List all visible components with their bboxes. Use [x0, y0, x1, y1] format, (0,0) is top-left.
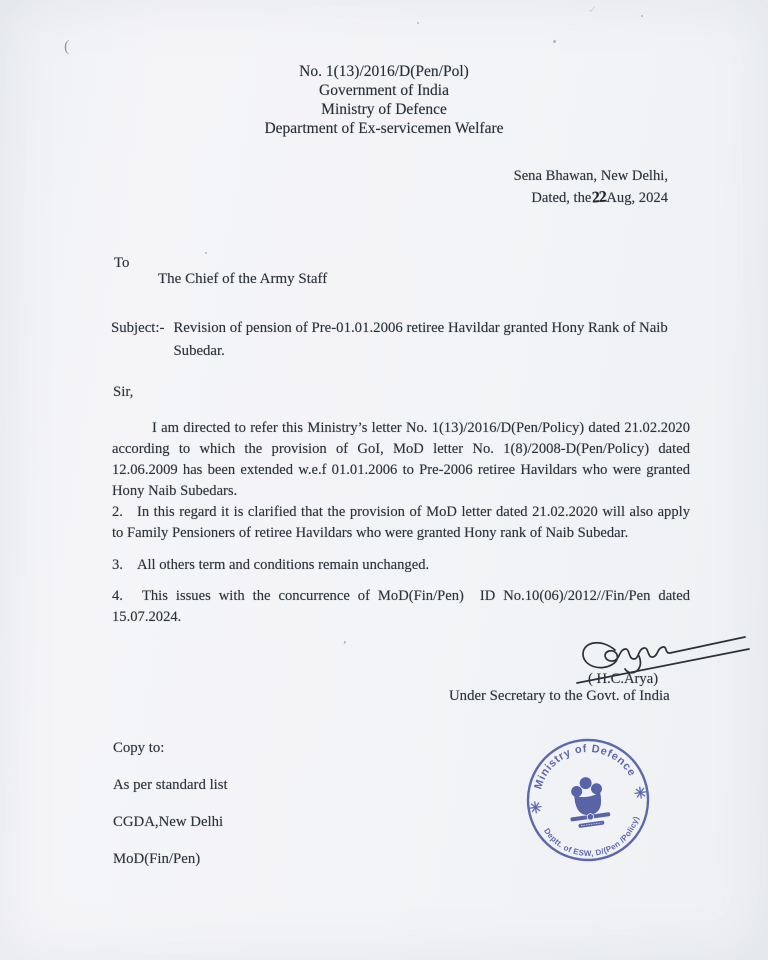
subject-text	[173, 317, 667, 363]
ashoka-emblem-icon	[565, 774, 611, 829]
stamp-arc-bottom-text: Deptt. of ESW, D/(Pen /Policy)	[542, 815, 641, 859]
signatory-name: ( H.C.Arya)	[587, 671, 659, 687]
subject-line-1: Revision of pension of Pre-01.01.2006 retiree Havildar granted Hony Rank of Naib	[173, 320, 668, 336]
paragraph-4-text: This issues with the concurrence of MoD(Fin/Pen) ID No.10(06)/2012//Fin/Pen dated 15.07.2024.	[112, 587, 690, 625]
scan-speck	[205, 252, 207, 254]
scan-mark-apostrophe: ’	[340, 637, 348, 653]
paragraph-1: I am directed to refer this Ministry’s letter No. 1(13)/2016/D(Pen/Policy) dated 21.02.2020 according to which the provision of GoI, MoD letter No. 1(8)/2008-D(Pen/Policy) dated 12.06.2009 has been extended w.e.f 01.01.2006 to Pre-2006 retiree Havildars who were granted Hony Naib Subedars.	[112, 419, 690, 499]
salutation: Sir,	[113, 384, 134, 400]
date-line	[514, 187, 668, 209]
date-prefix: Dated, the	[531, 190, 592, 206]
paragraph-2-number: 2.	[112, 503, 123, 520]
dateline-block	[514, 165, 668, 209]
paragraph-3	[112, 555, 690, 576]
subject-line-2: Subedar.	[173, 343, 225, 359]
subject-label: Subject:-	[111, 320, 165, 336]
org-government: Government of India	[319, 82, 449, 99]
stamp-arc-top-text: Ministry of Defence	[532, 742, 639, 791]
scan-mark-paren: (	[64, 38, 70, 55]
official-stamp	[514, 726, 662, 874]
addressee: The Chief of the Army Staff	[158, 271, 328, 287]
copy-to-block	[113, 740, 228, 888]
letterhead	[0, 62, 768, 138]
svg-text:Deptt. of ESW, D/(Pen /Policy)	[542, 814, 646, 865]
copy-to-label: Copy to:	[113, 740, 165, 756]
subject-block	[111, 317, 703, 363]
org-ministry: Ministry of Defence	[321, 101, 447, 118]
reference-number: No. 1(13)/2016/D(Pen/Pol)	[299, 63, 469, 80]
stamp-star-left	[529, 801, 543, 815]
scan-mark-tick: ✓	[588, 3, 598, 16]
org-department: Department of Ex-servicemen Welfare	[264, 120, 504, 137]
paragraph-2-text: In this regard it is clarified that the provision of MoD letter dated 21.02.2020 will also apply to Family Pensioners of retiree Havildars who were granted Hony rank of Naib Subedar.	[112, 503, 690, 541]
handwritten-day: 22	[591, 188, 607, 207]
signatory-designation: Under Secretary to the Govt. of India	[449, 688, 670, 704]
paragraph-4-number: 4.	[112, 587, 123, 604]
date-rest: Aug, 2024	[606, 190, 668, 206]
paragraph-2	[112, 502, 690, 544]
scan-speck	[553, 40, 556, 43]
copy-to-item: As per standard list	[113, 777, 228, 793]
stamp-star-right	[634, 786, 648, 800]
place-line: Sena Bhawan, New Delhi,	[513, 168, 668, 184]
copy-to-item: MoD(Fin/Pen)	[113, 851, 201, 867]
to-label: To	[114, 255, 130, 271]
copy-to-item: CGDA,New Delhi	[113, 814, 224, 830]
paragraph-3-number: 3.	[112, 556, 123, 573]
paragraph-3-text: All others term and conditions remain unchanged.	[136, 556, 430, 573]
scan-speck	[417, 22, 419, 24]
scan-speck	[641, 15, 643, 17]
